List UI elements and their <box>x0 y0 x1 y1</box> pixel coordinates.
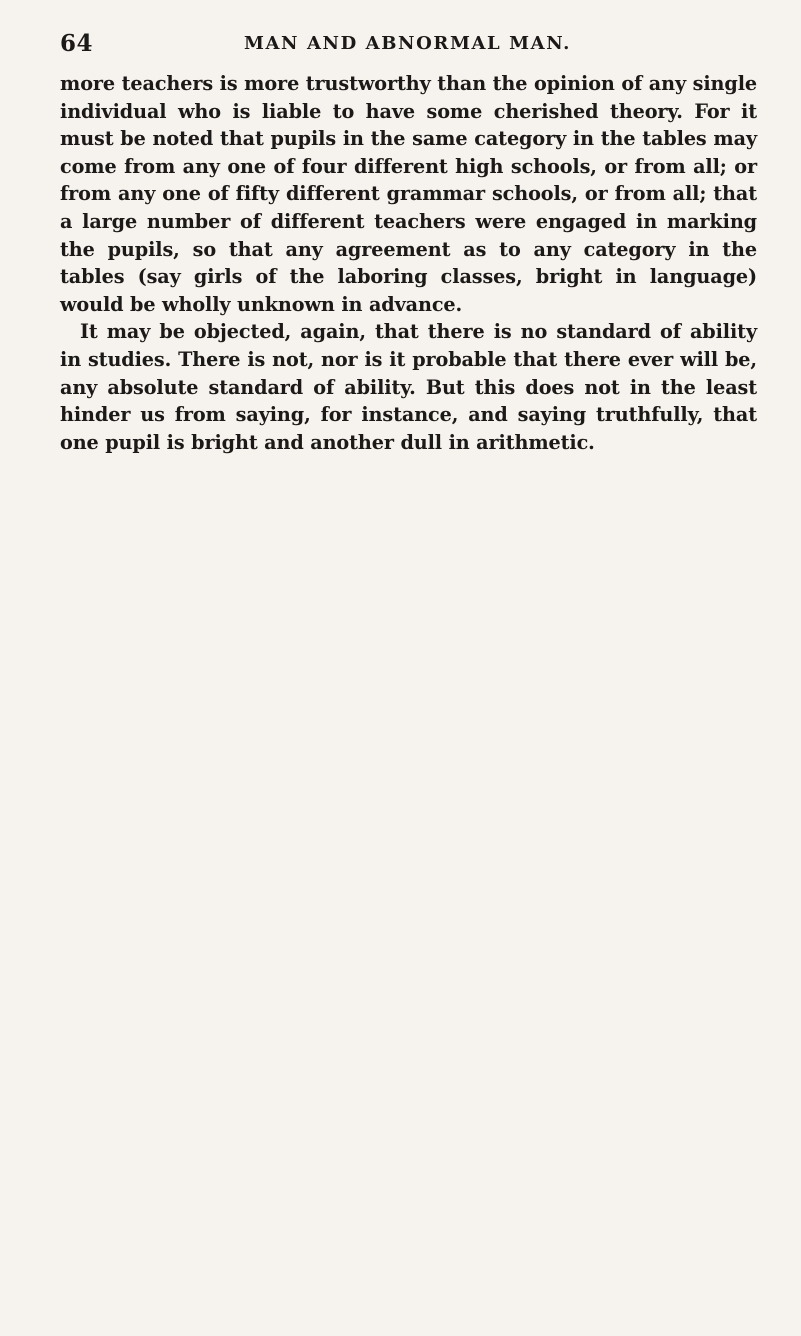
running-title: MAN AND ABNORMAL MAN. <box>243 33 572 54</box>
paragraph: It may be objected, again, that there is no standard of ability in studies. There is not, nor is it probable that there ever will be, any absolute standard of ability. But this does not in the least hinder us from saying, for instance, and saying truthfully, that one pupil is bright and another dull in arithmetic. <box>60 320 757 454</box>
body-text <box>60 70 757 456</box>
page-number: 64 <box>60 30 94 57</box>
page-header <box>60 30 755 58</box>
paragraph-continued: more teachers is more trustworthy than the opinion of any single individual who is liable to have some cherished theory. For it must be noted that pupils in the same category in the tables may come from any one of four different high schools, or from all; or from any one of fifty different grammar schools, or from all; that a large number of different teachers were engaged in marking the pupils, so that any agreement as to any category in the tables (say girls of the laboring classes, bright in language) would be wholly unknown in advance. <box>60 72 757 316</box>
